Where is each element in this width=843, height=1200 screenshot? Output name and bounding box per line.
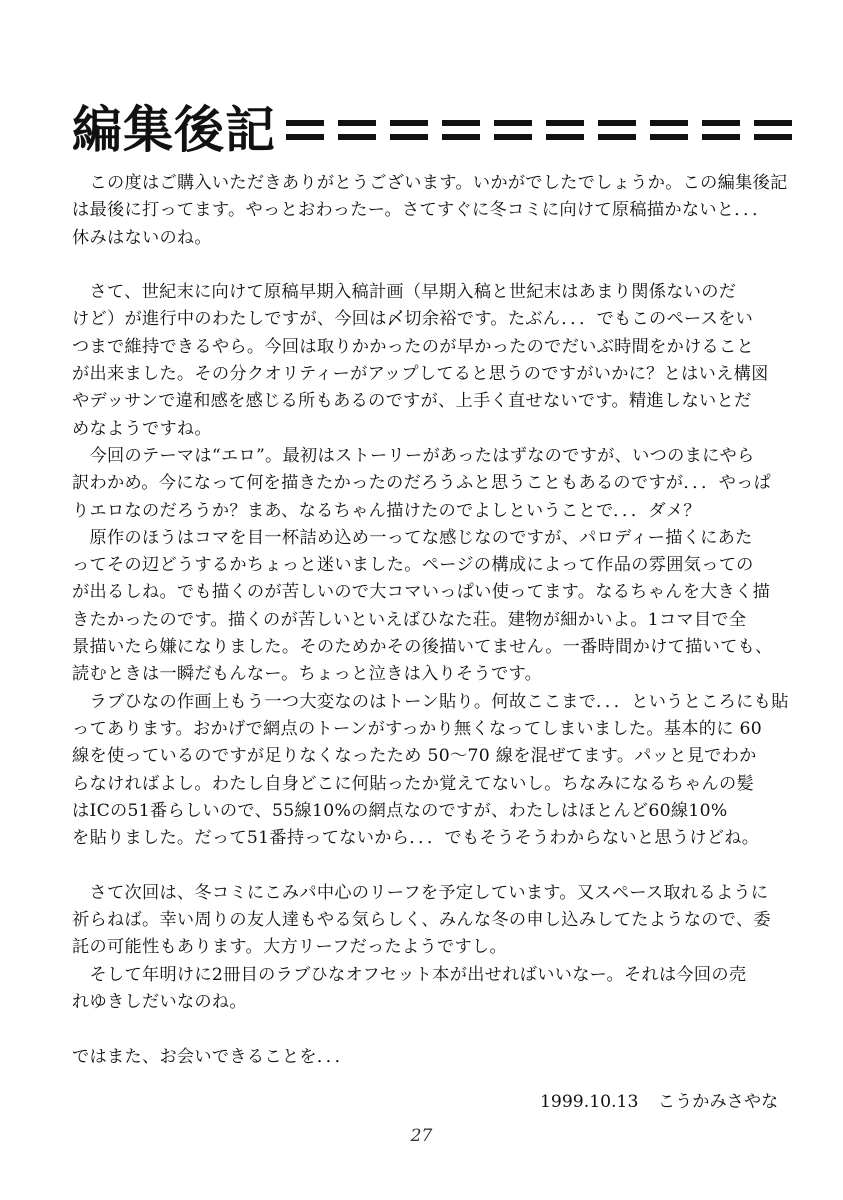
text-line: けど）が進行中のわたしですが、今回は〆切余裕です。たぶん．．．でもこのペースをい bbox=[72, 309, 754, 330]
text-line: きたかったのです。描くのが苦しいといえばひなた荘。建物が細かいよ。1コマ目で全 bbox=[72, 609, 747, 630]
text-line: 原作のほうはコマを目一杯詰め込め一ってな感じなのですが、パロディー描くにあた bbox=[72, 527, 753, 548]
signature-date: 1999.10.13 bbox=[540, 1092, 639, 1112]
double-bar-mark bbox=[702, 119, 740, 141]
double-bar-mark bbox=[338, 119, 376, 141]
text-line: は最後に打ってます。やっとおわったー。さてすぐに冬コミに向けて原稿描かないと．．． bbox=[72, 200, 770, 221]
text-line: ではまた、お会いできることを．．． bbox=[72, 1046, 353, 1067]
text-line: 託の可能性もあります。大方リーフだったようですし。 bbox=[72, 937, 507, 958]
double-bar-mark bbox=[390, 119, 428, 141]
text-line: めなようですね。 bbox=[72, 418, 212, 439]
text-line: 訳わかめ。今になって何を描きたかったのだろうふと思うこともあるのですが．．．やっぱ bbox=[72, 473, 772, 494]
double-bar-mark bbox=[442, 119, 480, 141]
title-double-rule bbox=[286, 119, 806, 141]
text-line: この度はご購入いただきありがとうございます。いかがでしたでしょうか。この編集後記 bbox=[72, 173, 788, 193]
text-line: 祈らねば。幸い周りの友人達もやる気らしく、みんな冬の申し込みしてたようなので、委 bbox=[72, 910, 771, 931]
paragraph-main bbox=[72, 279, 789, 852]
text-line: 景描いたら嫌になりました。そのためかその後描いてません。一番時間かけて描いても、 bbox=[72, 637, 773, 658]
paragraph-gap bbox=[72, 252, 782, 279]
double-bar-mark bbox=[286, 119, 324, 141]
text-line: ってその辺どうするかちょっと迷いました。ページの構成によって作品の雰囲気っての bbox=[72, 555, 754, 576]
text-line: ってあります。おかげで網点のトーンがすっかり無くなってしまいました。基本的に 60 bbox=[72, 718, 763, 739]
paragraph-closing bbox=[72, 1044, 782, 1071]
text-line: りエロなのだろうか？まあ、なるちゃん描けたのでよしということで．．．ダメ？ bbox=[72, 500, 701, 521]
title-row bbox=[72, 98, 772, 162]
text-line: 今回のテーマは“エロ”。最初はストーリーがあったはずなのですが、いつのまにやら bbox=[72, 445, 755, 466]
afterword-body bbox=[72, 170, 789, 1071]
text-line: さて次回は、冬コミにこみパ中心のリーフを予定しています。又スペース取れるように bbox=[72, 882, 769, 903]
text-line: そして年明けに2冊目のラブひなオフセット本が出せればいいなー。それは今回の売 bbox=[72, 964, 747, 985]
double-bar-mark bbox=[650, 119, 688, 141]
page-number: 27 bbox=[410, 1126, 433, 1146]
text-line: 線を使っているのですが足りなくなったため 50〜70 線を混ぜてます。パッと見でわか bbox=[72, 746, 757, 767]
signature bbox=[540, 1089, 778, 1116]
text-line: 休みはないのね。 bbox=[72, 227, 212, 248]
signature-author: こうかみさやな bbox=[657, 1092, 779, 1112]
text-line: やデッサンで違和感を感じる所もあるのですが、上手く直せないです。精進しないとだ bbox=[72, 391, 752, 412]
paragraph-gap bbox=[72, 1016, 782, 1043]
paragraph-gap bbox=[72, 852, 782, 879]
text-line: つまで維持できるやら。今回は取りかかったのが早かったのでだいぶ時間をかけること bbox=[72, 336, 755, 357]
text-line: を貼りました。だって51番持ってないから．．．でもそうそうわからないと思うけどね。 bbox=[72, 828, 760, 849]
text-line: さて、世紀末に向けて原稿早期入稿計画（早期入稿と世紀末はあまり関係ないのだ bbox=[72, 282, 737, 303]
double-bar-mark bbox=[598, 119, 636, 141]
page-title: 編集後記 bbox=[72, 101, 276, 159]
double-bar-mark bbox=[546, 119, 584, 141]
paragraph-next-issue bbox=[72, 880, 782, 1016]
double-bar-mark bbox=[494, 119, 532, 141]
text-line: らなければよし。わたし自身どこに何貼ったか覚えてないし。ちなみになるちゃんの髪 bbox=[72, 773, 755, 794]
text-line: はICの51番らしいので、55線10%の網点なのですが、わたしはほとんど60線10% bbox=[72, 800, 728, 821]
double-bar-mark bbox=[754, 119, 792, 141]
text-line: 読むときは一瞬だもんなー。ちょっと泣きは入りそうです。 bbox=[72, 664, 543, 685]
paragraph-intro bbox=[72, 170, 788, 252]
text-line: ラブひなの作画上もう一つ大変なのはトーン貼り。何故ここまで．．．というところにも貼 bbox=[72, 691, 789, 712]
text-line: が出るしね。でも描くのが苦しいので大コマいっぱい使ってます。なるちゃんを大きく描 bbox=[72, 582, 771, 603]
text-line: が出来ました。その分クオリティーがアップしてると思うのですがいかに？とはいえ構図 bbox=[72, 364, 769, 385]
text-line: れゆきしだいなのね。 bbox=[72, 991, 247, 1012]
